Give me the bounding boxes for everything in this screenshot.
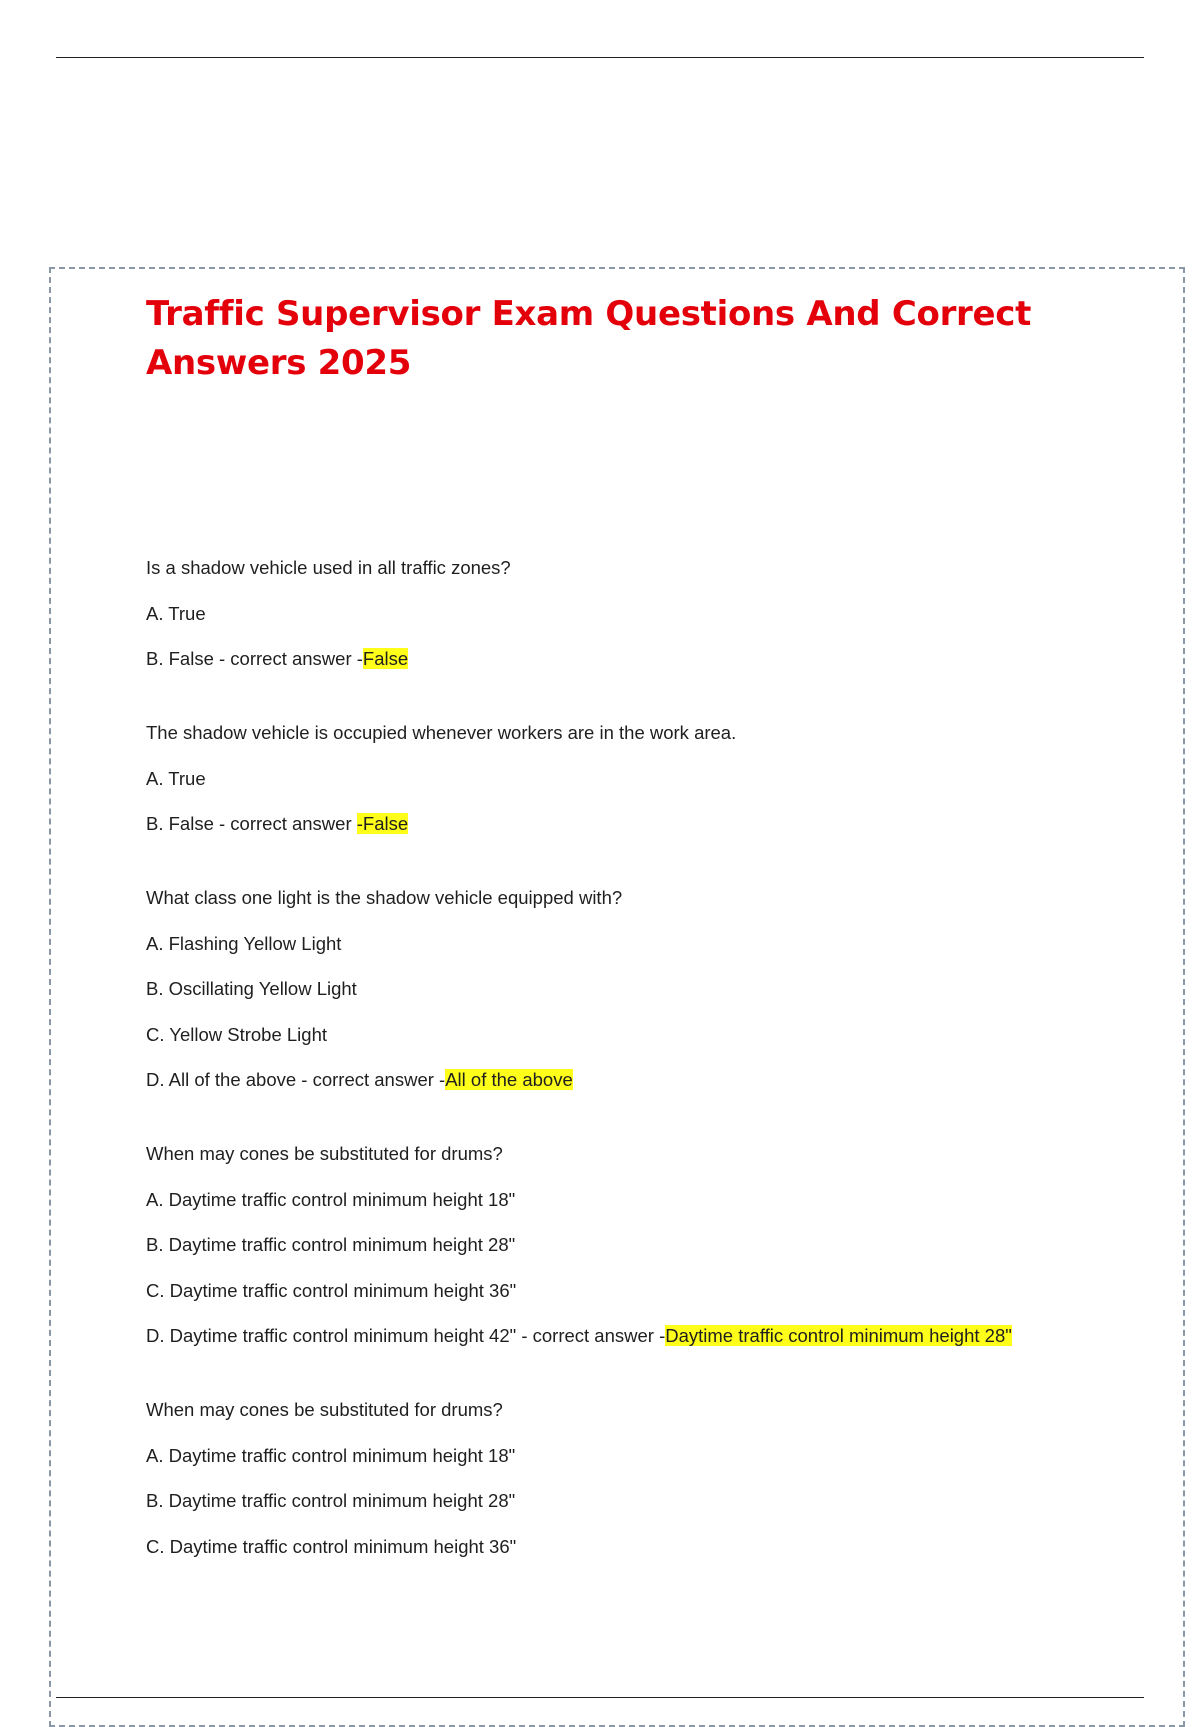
option-text: B. Daytime traffic control minimum height 28" [146, 1490, 516, 1511]
question-text: What class one light is the shadow vehicle equipped with? [146, 887, 623, 908]
question-text: The shadow vehicle is occupied whenever workers are in the work area. [146, 722, 737, 743]
question-text: When may cones be substituted for drums? [146, 1399, 503, 1420]
option-line [146, 1441, 1106, 1470]
option-text: A. True [146, 767, 206, 789]
document-title: Traffic Supervisor Exam Questions And Correct Answers 2025 [146, 294, 1032, 383]
option-text: A. True [146, 602, 206, 624]
option-text: C. Yellow Strobe Light [146, 1023, 328, 1045]
option-line [146, 1321, 1106, 1350]
option-line [146, 809, 1106, 838]
question-block [146, 883, 1106, 1094]
option-line [146, 1276, 1106, 1305]
option-text: A. Daytime traffic control minimum height 18" [146, 1188, 516, 1210]
option-text: D. Daytime traffic control minimum height 42" - correct answer - [146, 1325, 666, 1346]
question-list [146, 553, 1106, 1561]
option-text: B. False - correct answer [146, 813, 357, 834]
option-line [146, 1065, 1106, 1094]
option-text: C. Daytime traffic control minimum height 36" [146, 1535, 517, 1557]
correct-answer-highlight: False [362, 648, 409, 669]
correct-answer-highlight: Daytime traffic control minimum height 28" [665, 1325, 1012, 1346]
question-text: When may cones be substituted for drums? [146, 1143, 503, 1164]
option-line [146, 599, 1106, 628]
question-text: Is a shadow vehicle used in all traffic zones? [146, 557, 511, 578]
bottom-horizontal-rule [56, 1697, 1144, 1698]
option-text: B. Oscillating Yellow Light [146, 978, 357, 999]
option-text: A. Flashing Yellow Light [146, 932, 342, 954]
question-block [146, 1395, 1106, 1561]
option-line [146, 974, 1106, 1003]
option-text: B. Daytime traffic control minimum height 28" [146, 1234, 516, 1255]
question-block [146, 553, 1106, 673]
option-line [146, 1185, 1106, 1214]
option-line [146, 1532, 1106, 1561]
option-line [146, 929, 1106, 958]
option-line [146, 644, 1106, 673]
correct-answer-highlight: All of the above [445, 1069, 573, 1090]
option-line [146, 1486, 1106, 1515]
option-text: A. Daytime traffic control minimum height 18" [146, 1444, 516, 1466]
correct-answer-highlight: -False [356, 813, 409, 834]
option-text: B. False - correct answer - [146, 648, 363, 669]
question-block [146, 718, 1106, 838]
document-body [146, 290, 1106, 1606]
option-line [146, 1230, 1106, 1259]
option-line [146, 1020, 1106, 1049]
option-line [146, 764, 1106, 793]
option-text: D. All of the above - correct answer - [146, 1069, 446, 1090]
question-block [146, 1139, 1106, 1350]
top-horizontal-rule [56, 57, 1144, 58]
option-text: C. Daytime traffic control minimum height 36" [146, 1279, 517, 1301]
